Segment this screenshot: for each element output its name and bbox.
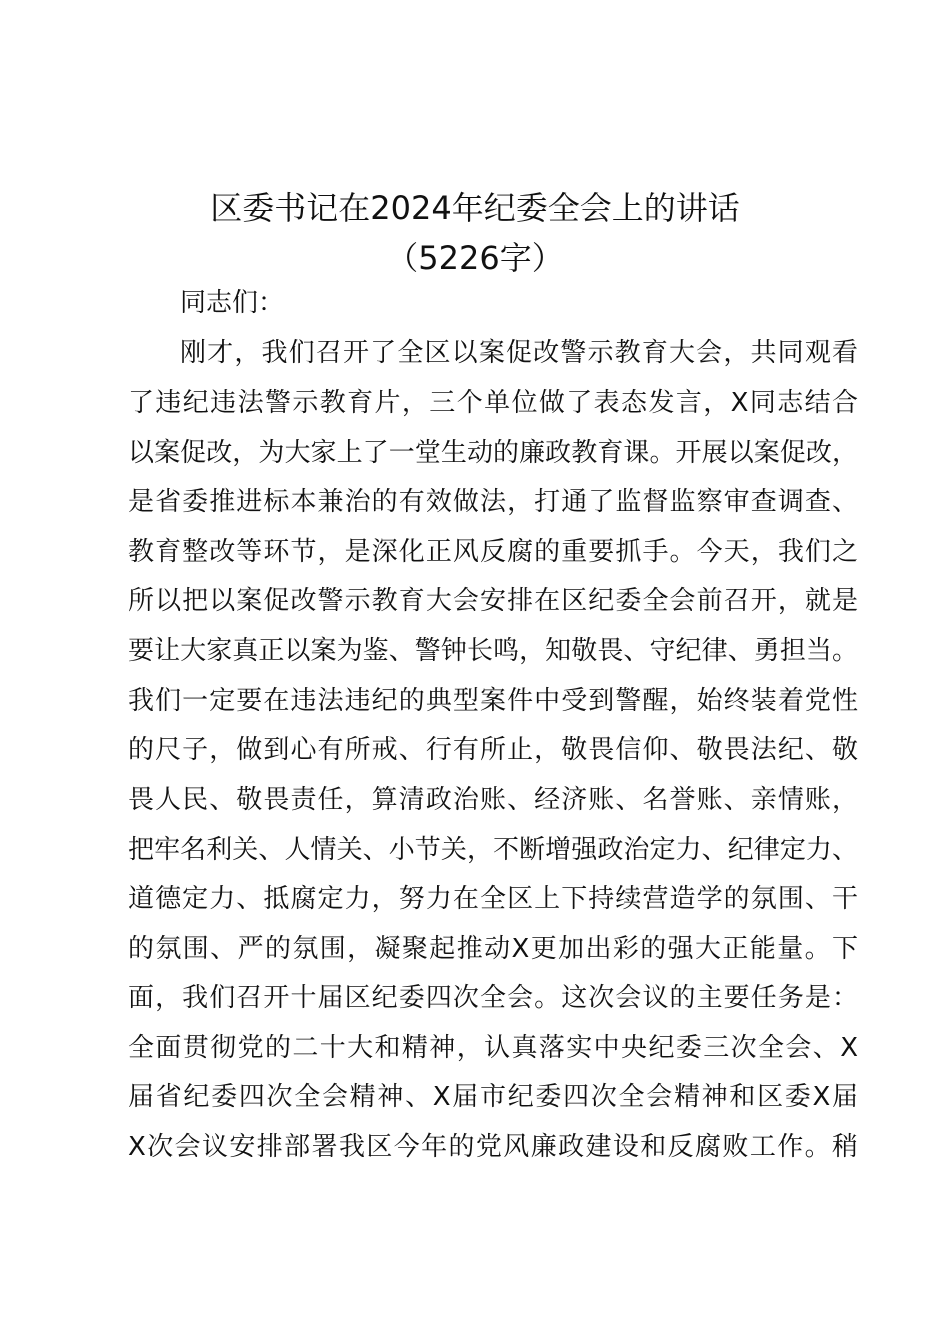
body-line: 道德定力、抵腐定力，努力在全区上下持续营造学的氛围、干 bbox=[128, 884, 858, 914]
salutation: 同志们： bbox=[180, 288, 285, 318]
body-line: 的氛围、严的氛围，凝聚起推动X更加出彩的强大正能量。下 bbox=[128, 934, 858, 964]
body-line: 所以把以案促改警示教育大会安排在区纪委全会前召开，就是 bbox=[128, 586, 858, 616]
body-line: 以案促改，为大家上了一堂生动的廉政教育课。开展以案促改， bbox=[128, 438, 858, 468]
body-line: 是省委推进标本兼治的有效做法，打通了监督监察审查调查、 bbox=[128, 487, 858, 517]
body-line: 届省纪委四次全会精神、X届市纪委四次全会精神和区委X届 bbox=[128, 1082, 858, 1112]
body-line: 刚才，我们召开了全区以案促改警示教育大会，共同观看 bbox=[180, 338, 858, 368]
body-line: 我们一定要在违法违纪的典型案件中受到警醒，始终装着党性 bbox=[128, 686, 858, 716]
document-title: 区委书记在2024年纪委全会上的讲话 bbox=[210, 189, 740, 227]
body-line: 把牢名利关、人情关、小节关，不断增强政治定力、纪律定力、 bbox=[128, 835, 858, 865]
body-line: 面，我们召开十届区纪委四次全会。这次会议的主要任务是： bbox=[128, 983, 858, 1013]
body-line: 要让大家真正以案为鉴、警钟长鸣，知敬畏、守纪律、勇担当。 bbox=[128, 636, 858, 666]
body-line: 的尺子，做到心有所戒、行有所止，敬畏信仰、敬畏法纪、敬 bbox=[128, 735, 858, 765]
body-line: 教育整改等环节，是深化正风反腐的重要抓手。今天，我们之 bbox=[128, 537, 858, 567]
document-subtitle-word-count: （5226字） bbox=[386, 239, 564, 277]
body-line: 畏人民、敬畏责任，算清政治账、经济账、名誉账、亲情账， bbox=[128, 785, 858, 815]
body-line: 全面贯彻党的二十大和精神，认真落实中央纪委三次全会、X bbox=[128, 1033, 858, 1063]
body-line: 了违纪违法警示教育片，三个单位做了表态发言，X同志结合 bbox=[128, 388, 858, 418]
body-line: X次会议安排部署我区今年的党风廉政建设和反腐败工作。稍 bbox=[128, 1132, 858, 1162]
